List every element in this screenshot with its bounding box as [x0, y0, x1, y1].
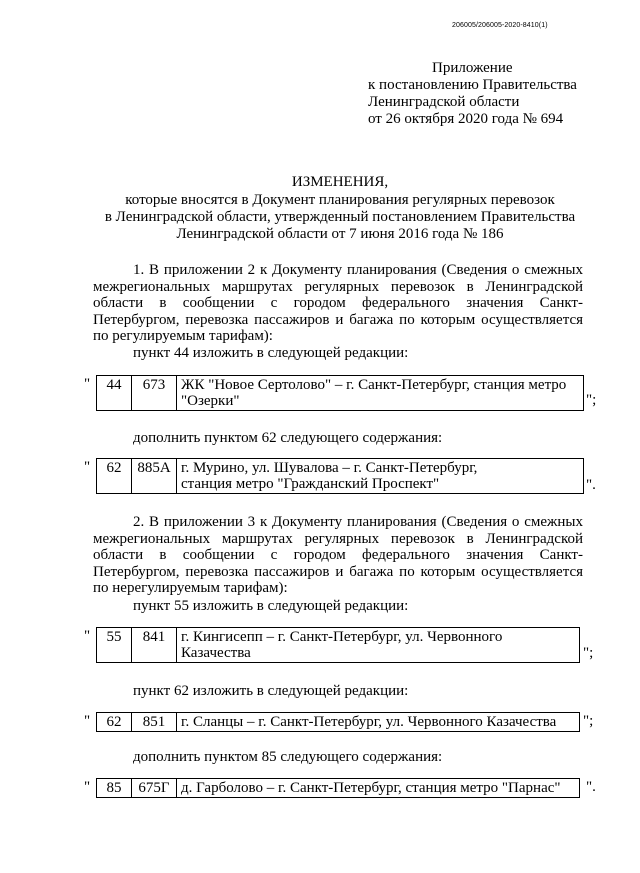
appendix-header: [368, 60, 577, 128]
paragraph-line: 2. В приложении 3 к Документу планирования (Сведения о смежных: [133, 514, 583, 530]
route-table: [96, 712, 580, 732]
route-number: 851: [132, 713, 177, 732]
close-quote: ";: [583, 713, 594, 729]
paragraph-line: Петербургом, перевозка пассажиров и багажа по которым осуществляется: [93, 563, 583, 580]
route-number: 675Г: [132, 779, 177, 798]
open-quote: ": [84, 376, 91, 392]
instruction-line: дополнить пунктом 85 следующего содержания:: [133, 749, 443, 765]
paragraph-line: Петербургом, перевозка пассажиров и багажа по которым осуществляется: [93, 311, 583, 328]
paragraph-line: межрегиональных маршрутах регулярных перевозок в Ленинградской: [93, 530, 583, 547]
open-quote: ": [84, 459, 91, 475]
route-name: ЖК "Новое Сертолово" – г. Санкт-Петербург, станция метро "Озерки": [177, 376, 584, 411]
close-quote: ";: [583, 645, 594, 661]
title-line: которые вносятся в Документ планирования регулярных перевозок: [125, 192, 555, 208]
row-index: 62: [97, 459, 132, 494]
route-name: г. Кингисепп – г. Санкт-Петербург, ул. Червонного Казачества: [177, 628, 580, 663]
document-id: 206005/206005-2020-8410(1): [452, 22, 548, 29]
title-line: в Ленинградской области, утвержденный постановлением Правительства: [104, 209, 576, 225]
route-number: 673: [132, 376, 177, 411]
instruction-line: пункт 44 изложить в следующей редакции:: [133, 345, 409, 361]
section-2-paragraph: [93, 514, 583, 597]
paragraph-line: области в сообщении с городом федерального значения Санкт-: [93, 547, 583, 563]
table-row: [97, 713, 580, 732]
route-number: 885А: [132, 459, 177, 494]
row-index: 55: [97, 628, 132, 663]
title-line: Ленинградской области от 7 июня 2016 года № 186: [176, 226, 504, 242]
route-name: г. Сланцы – г. Санкт-Петербург, ул. Червонного Казачества: [177, 713, 580, 732]
table-row: [97, 628, 580, 663]
instruction-line: пункт 55 изложить в следующей редакции:: [133, 598, 409, 614]
open-quote: ": [84, 779, 91, 795]
instruction-line: дополнить пунктом 62 следующего содержания:: [133, 430, 443, 446]
table-row: [97, 779, 580, 798]
appendix-line: Ленинградской области: [368, 94, 520, 110]
table-row: [97, 376, 584, 411]
row-index: 62: [97, 713, 132, 732]
open-quote: ": [84, 628, 91, 644]
route-table: [96, 627, 580, 663]
route-table: [96, 458, 584, 494]
paragraph-line: области в сообщении с городом федерального значения Санкт-: [93, 295, 583, 311]
appendix-line: от 26 октября 2020 года № 694: [368, 111, 564, 127]
document-title: [80, 174, 600, 243]
close-quote: ".: [586, 779, 596, 795]
paragraph-line: по нерегулируемым тарифам):: [93, 580, 288, 596]
open-quote: ": [84, 713, 91, 729]
row-index: 44: [97, 376, 132, 411]
route-name: д. Гарболово – г. Санкт-Петербург, станция метро "Парнас": [177, 779, 580, 798]
appendix-line: Приложение: [432, 60, 513, 76]
route-number: 841: [132, 628, 177, 663]
route-table: [96, 778, 580, 798]
title-heading: ИЗМЕНЕНИЯ,: [291, 174, 389, 190]
paragraph-line: по регулируемым тарифам):: [93, 328, 273, 344]
instruction-line: пункт 62 изложить в следующей редакции:: [133, 683, 409, 699]
route-name: г. Мурино, ул. Шувалова – г. Санкт-Петербург, станция метро "Гражданский Проспект": [177, 459, 584, 494]
paragraph-line: 1. В приложении 2 к Документу планирования (Сведения о смежных: [133, 262, 583, 278]
appendix-line: к постановлению Правительства: [368, 77, 577, 93]
close-quote: ";: [586, 392, 597, 408]
row-index: 85: [97, 779, 132, 798]
paragraph-line: межрегиональных маршрутах регулярных перевозок в Ленинградской: [93, 278, 583, 295]
route-table: [96, 375, 584, 411]
close-quote: ".: [586, 477, 596, 493]
section-1-paragraph: [93, 262, 583, 345]
table-row: [97, 459, 584, 494]
